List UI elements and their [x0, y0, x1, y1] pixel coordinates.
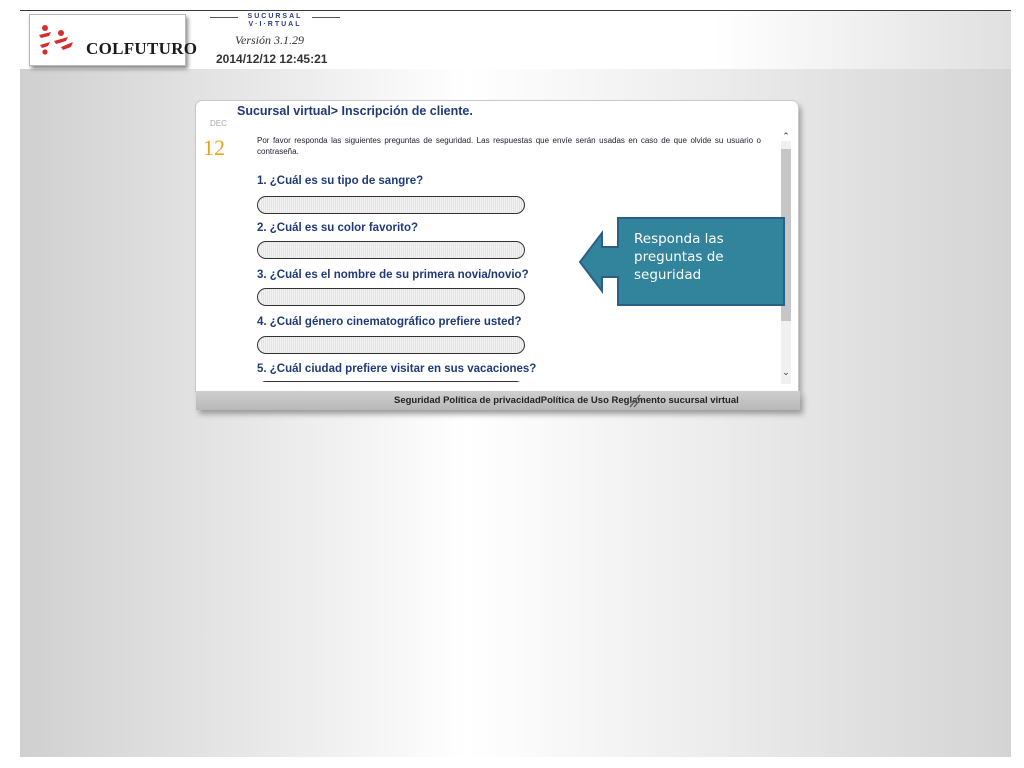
brand-line-2: V·I·RTUAL [248, 21, 302, 28]
favorite-color-input[interactable] [257, 241, 525, 259]
footer-link-privacy-policy[interactable]: Política de privacidad [443, 395, 541, 406]
question-5-label: 5. ¿Cuál ciudad prefiere visitar en sus vacaciones? [257, 363, 537, 375]
blood-type-input[interactable] [257, 196, 525, 214]
question-4-label: 4. ¿Cuál género cinematográfico prefiere usted? [257, 316, 522, 328]
footer-link-regulations[interactable]: Reglamento sucursal virtual [611, 395, 739, 406]
question-1-label: 1. ¿Cuál es su tipo de sangre? [257, 175, 424, 187]
colfuturo-logo-icon [37, 23, 77, 57]
calendar-day: 12 [203, 135, 225, 160]
logo-text: COLFUTURO [86, 39, 198, 58]
question-3-label: 3. ¿Cuál es el nombre de su primera novia/novio? [257, 269, 529, 281]
film-genre-input[interactable] [257, 336, 525, 354]
scroll-up-arrow-icon[interactable]: ⌃ [782, 131, 790, 141]
brand-block [210, 13, 350, 68]
question-2-label: 2. ¿Cuál es su color favorito? [257, 222, 419, 234]
footer-bar [196, 391, 800, 410]
brand-line-1: SUCURSAL [210, 13, 340, 20]
panel-title: Sucursal virtual> Inscripción de cliente. [237, 104, 473, 118]
page-background [20, 10, 1011, 757]
vacation-city-input[interactable] [257, 381, 525, 382]
colfuturo-logo[interactable] [29, 14, 198, 66]
scroll-down-arrow-icon[interactable]: ⌄ [782, 367, 790, 377]
footer-link-security[interactable]: Seguridad [394, 395, 441, 406]
intro-text: Por favor responda las siguientes preguntas de seguridad. Las respuestas que envíe serán usadas en caso de que olvide su usuario o contraseña. [257, 136, 761, 156]
datetime-label: 2014/12/12 12:45:21 [216, 52, 328, 66]
version-label: Versión 3.1.29 [235, 33, 304, 47]
footer-link-terms-of-use[interactable]: Política de Uso [540, 395, 609, 406]
first-partner-name-input[interactable] [257, 288, 525, 306]
calendar-month: DEC [210, 119, 227, 128]
resize-grip-icon[interactable] [628, 393, 642, 409]
callout-text: Responda las preguntas de seguridad [634, 231, 724, 283]
